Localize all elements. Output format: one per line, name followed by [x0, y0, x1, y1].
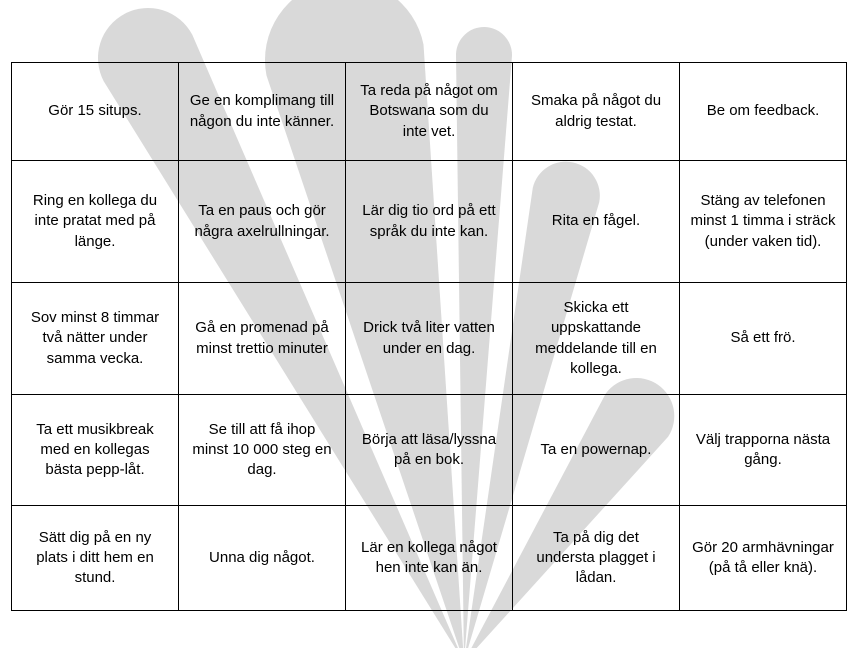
bingo-cell: Gör 15 situps.: [12, 63, 179, 161]
bingo-cell: Så ett frö.: [680, 283, 847, 395]
bingo-grid: [11, 62, 847, 611]
bingo-cell: Lär en kollega något hen inte kan än.: [346, 506, 513, 611]
bingo-cell: Ta reda på något om Botswana som du inte vet.: [346, 63, 513, 161]
bingo-row: [12, 506, 847, 611]
bingo-cell: Ta på dig det understa plagget i lådan.: [513, 506, 680, 611]
bingo-cell: Smaka på något du aldrig testat.: [513, 63, 680, 161]
bingo-cell: Unna dig något.: [179, 506, 346, 611]
bingo-cell: Gör 20 armhävningar (på tå eller knä).: [680, 506, 847, 611]
bingo-cell: Ge en komplimang till någon du inte känner.: [179, 63, 346, 161]
bingo-row: [12, 63, 847, 161]
bingo-cell: Sov minst 8 timmar två nätter under samma vecka.: [12, 283, 179, 395]
bingo-cell: Drick två liter vatten under en dag.: [346, 283, 513, 395]
bingo-cell: Ring en kollega du inte pratat med på länge.: [12, 161, 179, 283]
bingo-cell: Ta en paus och gör några axelrullningar.: [179, 161, 346, 283]
bingo-cell: Välj trapporna nästa gång.: [680, 395, 847, 506]
bingo-cell: Börja att läsa/lyssna på en bok.: [346, 395, 513, 506]
bingo-cell: Be om feedback.: [680, 63, 847, 161]
bingo-row: [12, 283, 847, 395]
bingo-cell: Gå en promenad på minst trettio minuter: [179, 283, 346, 395]
bingo-cell: Ta en powernap.: [513, 395, 680, 506]
bingo-cell: Se till att få ihop minst 10 000 steg en dag.: [179, 395, 346, 506]
bingo-cell: Ta ett musikbreak med en kollegas bästa pepp-låt.: [12, 395, 179, 506]
bingo-cell: Sätt dig på en ny plats i ditt hem en stund.: [12, 506, 179, 611]
bingo-cell: Lär dig tio ord på ett språk du inte kan.: [346, 161, 513, 283]
bingo-cell: Stäng av telefonen minst 1 timma i sträck (under vaken tid).: [680, 161, 847, 283]
bingo-row: [12, 395, 847, 506]
bingo-row: [12, 161, 847, 283]
bingo-cell: Skicka ett uppskattande meddelande till en kollega.: [513, 283, 680, 395]
bingo-cell: Rita en fågel.: [513, 161, 680, 283]
